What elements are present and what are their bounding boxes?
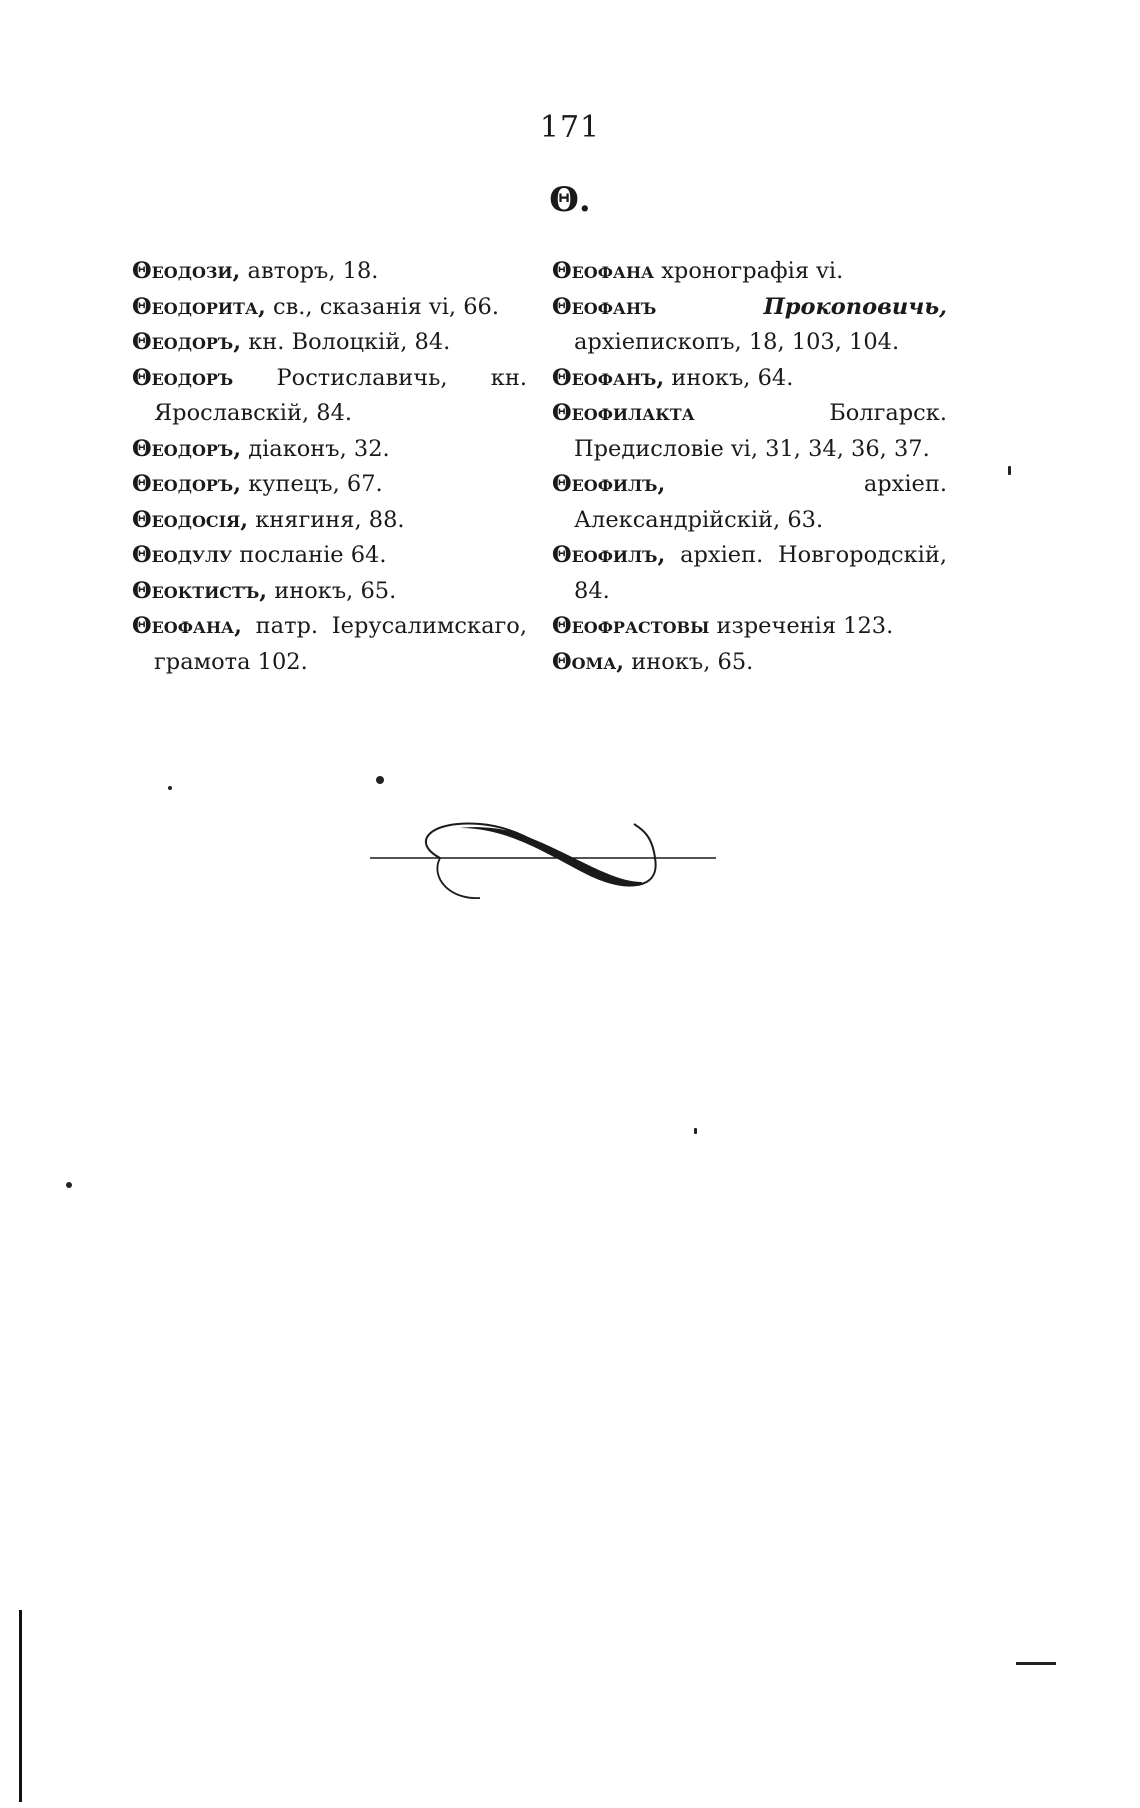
ink-speck	[66, 1182, 72, 1188]
index-entry	[132, 609, 527, 680]
entry-headword: Θεοфилъ,	[552, 542, 666, 568]
index-entry	[552, 361, 947, 397]
index-entry	[552, 254, 947, 290]
entry-headword: Θεοдоръ,	[132, 329, 242, 355]
entry-headword: Θεοдосія,	[132, 506, 249, 533]
index-column-right	[552, 254, 947, 680]
ink-dash	[1016, 1662, 1056, 1665]
entry-headword: Θεοфанъ,	[552, 364, 665, 391]
page-number: 171	[539, 110, 601, 145]
end-ornament	[370, 812, 716, 912]
index-entry	[132, 538, 527, 574]
margin-line	[19, 1610, 22, 1802]
entry-headword: Θεοктистъ,	[132, 577, 268, 604]
entry-text: Болгарск. Предисловіе vi, 31, 34, 36, 37.	[574, 400, 947, 462]
entry-headword: Θεοдоръ	[132, 364, 234, 391]
ink-speck	[376, 776, 384, 784]
entry-text: архіеп. Александрійскій, 63.	[574, 471, 947, 533]
entry-headword: Θεοфана,	[132, 613, 242, 639]
index-entry	[552, 538, 947, 609]
entry-text: св., сказанія vi, 66.	[265, 293, 500, 320]
entry-text: хронографія vi.	[654, 258, 844, 284]
entry-text: инокъ, 65.	[267, 577, 397, 604]
index-entry	[552, 290, 947, 361]
entry-text: купецъ, 67.	[241, 471, 383, 497]
entry-headword: Θεοфанъ	[552, 293, 657, 320]
entry-headword: Θома,	[552, 648, 625, 675]
entry-headword: Θεοдоръ,	[132, 435, 242, 462]
entry-headword: Θεοдоръ,	[132, 471, 242, 497]
index-entry	[132, 361, 527, 432]
index-entry	[552, 467, 947, 538]
entry-text: кн. Волоцкій, 84.	[241, 329, 451, 355]
entry-text: инокъ, 64.	[664, 364, 794, 391]
index-entry	[552, 609, 947, 645]
ink-speck	[694, 1128, 697, 1134]
entry-headword: Θεοфилъ,	[552, 471, 666, 497]
entry-headword: Θεοфана	[552, 258, 655, 284]
entry-text: патр. Іерусалимскаго, грамота 102.	[154, 613, 527, 675]
entry-headword: Θεοдорита,	[132, 293, 266, 320]
ink-speck	[1008, 466, 1011, 475]
entry-text: Ростиславичь, кн. Ярославскій, 84.	[154, 364, 527, 426]
index-entry	[132, 254, 527, 290]
entry-text: княгиня, 88.	[248, 506, 405, 533]
index-column-left	[132, 254, 527, 680]
index-entry	[552, 645, 947, 681]
index-entry	[132, 574, 527, 610]
entry-headword: Θεοфилакта	[552, 400, 695, 426]
section-heading: Θ.	[549, 180, 591, 220]
entry-headword: Θεοдози,	[132, 258, 241, 284]
index-entry	[132, 503, 527, 539]
entry-text: авторъ, 18.	[240, 258, 379, 284]
index-entry	[132, 432, 527, 468]
index-entry	[132, 325, 527, 361]
entry-italic: Прокоповичь,	[656, 293, 947, 320]
entry-text: архіепископъ, 18, 103, 104.	[574, 329, 900, 355]
entry-text: инокъ, 65.	[624, 648, 754, 675]
entry-text: изреченія 123.	[709, 613, 894, 639]
entry-text: діаконъ, 32.	[241, 435, 390, 462]
entry-headword: Θεοфрастовы	[552, 613, 710, 639]
index-entry	[552, 396, 947, 467]
index-entry	[132, 467, 527, 503]
entry-headword: Θεοдулу	[132, 542, 233, 568]
entry-text: архіеп. Новгородскій, 84.	[574, 542, 947, 604]
ink-speck	[168, 786, 172, 790]
index-entry	[132, 290, 527, 326]
entry-text: посланіе 64.	[232, 542, 387, 568]
